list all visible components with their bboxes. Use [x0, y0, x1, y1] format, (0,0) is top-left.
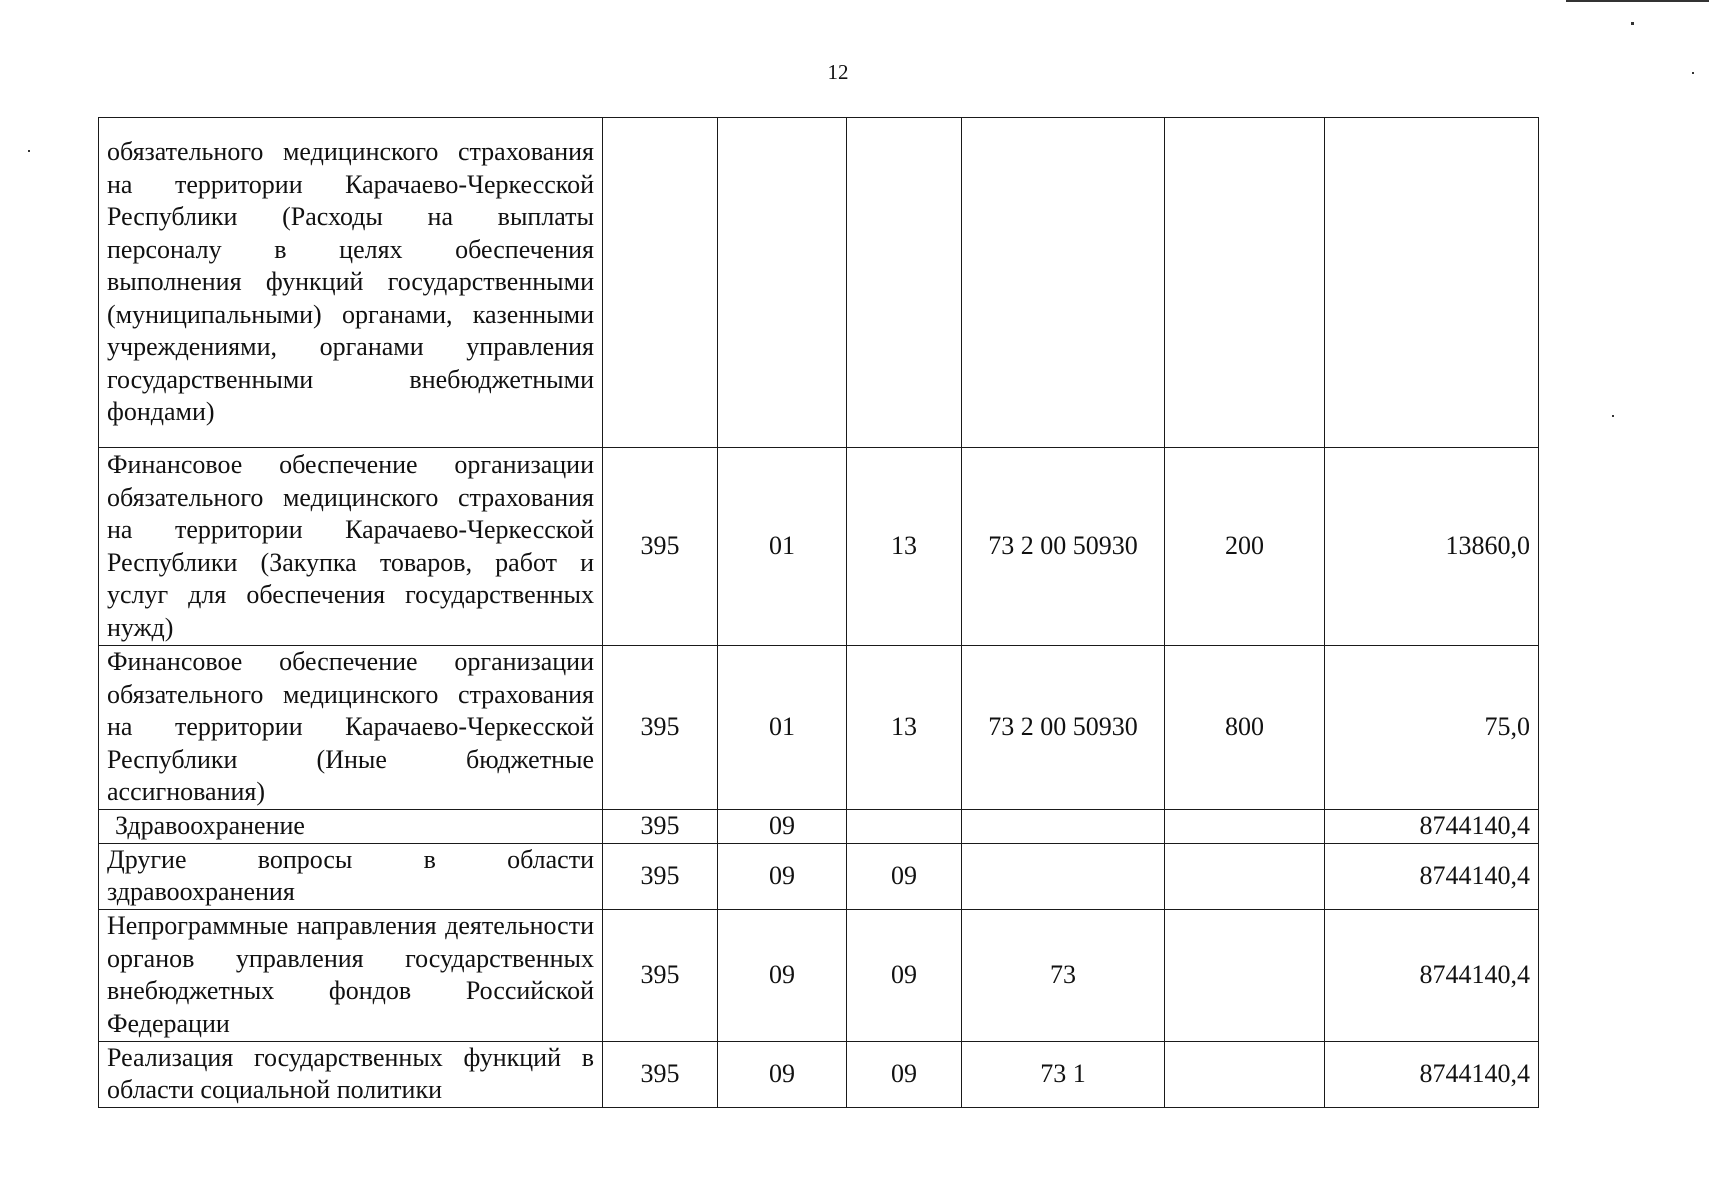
subsection-code-cell: 13	[847, 448, 962, 646]
row-description: Реализация государственных функций в области социальной политики	[99, 1041, 603, 1107]
expense-type-cell	[1165, 1041, 1325, 1107]
ministry-code-cell: 395	[603, 646, 718, 810]
table-row	[99, 843, 1539, 909]
subsection-code-cell: 09	[847, 909, 962, 1041]
section-code-cell: 01	[718, 448, 847, 646]
expense-type-cell	[1165, 118, 1325, 448]
scan-artifact-dot	[28, 150, 30, 152]
expense-type-cell: 800	[1165, 646, 1325, 810]
expense-type-cell: 200	[1165, 448, 1325, 646]
amount-cell: 8744140,4	[1325, 810, 1539, 844]
target-article-cell	[962, 810, 1165, 844]
expense-type-cell	[1165, 843, 1325, 909]
section-code-cell	[718, 118, 847, 448]
row-description: обязательного медицинского страхования на территории Карачаево-Черкесской Республики (Расходы на выплаты персоналу в целях обеспечения выполнения функций государственными (муниципальными) органами, казенными учреждениями, органами управления государственными внебюджетными фондами)	[99, 118, 603, 448]
budget-table	[98, 117, 1539, 1108]
scan-artifact-dot	[1631, 22, 1634, 25]
row-description: Финансовое обеспечение организации обязательного медицинского страхования на территории Карачаево-Черкесской Республики (Закупка товаров, работ и услуг для обеспечения государственных нужд)	[99, 448, 603, 646]
scan-artifact-dot	[1692, 72, 1694, 74]
expense-type-cell	[1165, 909, 1325, 1041]
row-description: Непрограммные направления деятельности органов управления государственных внебюджетных фондов Российской Федерации	[99, 909, 603, 1041]
subsection-code-cell: 09	[847, 1041, 962, 1107]
amount-cell	[1325, 118, 1539, 448]
amount-cell: 8744140,4	[1325, 843, 1539, 909]
table-row	[99, 810, 1539, 844]
target-article-cell: 73	[962, 909, 1165, 1041]
row-description: Здравоохранение	[99, 810, 603, 844]
scan-artifact-line	[1566, 0, 1709, 2]
section-code-cell: 09	[718, 810, 847, 844]
table-row	[99, 646, 1539, 810]
subsection-code-cell: 09	[847, 843, 962, 909]
subsection-code-cell	[847, 118, 962, 448]
table-row	[99, 909, 1539, 1041]
target-article-cell: 73 1	[962, 1041, 1165, 1107]
ministry-code-cell: 395	[603, 1041, 718, 1107]
table-row	[99, 448, 1539, 646]
amount-cell: 75,0	[1325, 646, 1539, 810]
target-article-cell: 73 2 00 50930	[962, 646, 1165, 810]
ministry-code-cell: 395	[603, 448, 718, 646]
subsection-code-cell	[847, 810, 962, 844]
table-row	[99, 118, 1539, 448]
target-article-cell: 73 2 00 50930	[962, 448, 1165, 646]
row-description: Другие вопросы в области здравоохранения	[99, 843, 603, 909]
expense-type-cell	[1165, 810, 1325, 844]
ministry-code-cell	[603, 118, 718, 448]
section-code-cell: 09	[718, 843, 847, 909]
ministry-code-cell: 395	[603, 843, 718, 909]
ministry-code-cell: 395	[603, 909, 718, 1041]
amount-cell: 8744140,4	[1325, 1041, 1539, 1107]
table-row	[99, 1041, 1539, 1107]
amount-cell: 8744140,4	[1325, 909, 1539, 1041]
row-description: Финансовое обеспечение организации обязательного медицинского страхования на территории Карачаево-Черкесской Республики (Иные бюджетные ассигнования)	[99, 646, 603, 810]
target-article-cell	[962, 118, 1165, 448]
page-number: 12	[827, 60, 849, 84]
target-article-cell	[962, 843, 1165, 909]
section-code-cell: 01	[718, 646, 847, 810]
section-code-cell: 09	[718, 909, 847, 1041]
amount-cell: 13860,0	[1325, 448, 1539, 646]
section-code-cell: 09	[718, 1041, 847, 1107]
ministry-code-cell: 395	[603, 810, 718, 844]
scan-artifact-dot	[1612, 415, 1614, 417]
subsection-code-cell: 13	[847, 646, 962, 810]
